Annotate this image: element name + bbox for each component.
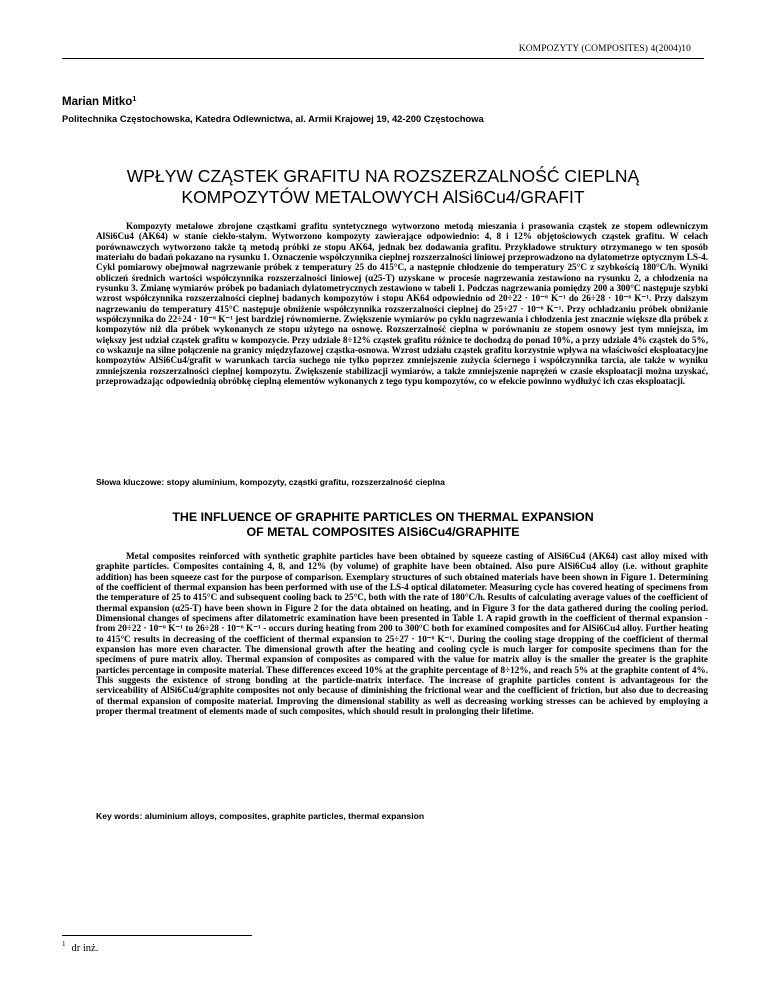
title-english-line-1: THE INFLUENCE OF GRAPHITE PARTICLES ON THERMAL EXPANSION	[172, 510, 594, 524]
footnote	[62, 940, 99, 954]
abstract-english: Metal composites reinforced with synthetic graphite particles have been obtained by squeeze casting of AlSi6Cu4 (AK64) cast alloy mixed with graphite particles. Composites containing 4, 8, and 12% (by volume) of graphite have been obtained. Also pure AlSi6Cu4 alloy (i.e. without graphite addition) has been squeeze cast for the purpose of comparison. Exemplary structures of such obtained materials have been shown in Figure 1. Determining of the coefficient of thermal expansion has been performed with use of the LS-4 optical dilatometer. Measuring cycle has covered heating of specimens from the temperature of 25 to 415°C and subsequent cooling back to 25°C, both with the rate of 180°C/h. Results of calculating average values of the coefficient of thermal expansion (α25-T) have been shown in Figure 2 for the data obtained on heating, and in Figure 3 for the data gathered during the cooling period. Dimensional changes of specimens after dilatometric examination have been presented in Table 1. A rapid growth in the coefficient of thermal expansion - from 20÷22 · 10⁻⁶ K⁻¹ to 26÷28 · 10⁻⁶ K⁻¹ - occurs during heating from 200 to 300°C both for examined composites and for AlSi6Cu4 alloy. Further heating to 415°C results in decreasing of the coefficient of thermal expansion to 25÷27 · 10⁻⁶ K⁻¹. During the cooling stage dropping of the coefficient of thermal expansion has more even character. The dimensional growth after the heating and cooling cycle is much larger for composite specimens than for the specimens of pure matrix alloy. Thermal expansion of composites as compared with the value for matrix alloy is the smaller the greater is the graphite particles percentage in composite material. These differences exceed 10% at the graphite percentage of 8÷12%, and reach 5% at the graphite content of 4%. This suggests the existence of strong bonding at the particle-matrix interface. The increase of graphite particles content is advantageous for the serviceability of AlSi6Cu4/graphite composites not only because of diminishing the frictional wear and the coefficient of friction, but also due to decreasing of thermal expansion of composite material. Improving the dimensional stability as well as decreasing working stresses can be achieved by employing a proper thermal treatment of elements made of such composites, which should result in prolonging their lifetime.	[96, 551, 708, 717]
journal-running-head: KOMPOZYTY (COMPOSITES) 4(2004)10	[518, 44, 691, 54]
keywords-english: Key words: aluminium alloys, composites, graphite particles, thermal expansion	[96, 811, 425, 821]
author-footnote-mark: 1	[132, 94, 137, 103]
title-polish-line-2: KOMPOZYTÓW METALOWYCH AlSi6Cu4/GRAFIT	[181, 187, 585, 207]
header-rule	[62, 58, 704, 59]
keywords-polish: Słowa kluczowe: stopy aluminium, kompozyty, cząstki grafitu, rozszerzalność cieplna	[96, 477, 445, 487]
author-affiliation: Politechnika Częstochowska, Katedra Odlewnictwa, al. Armii Krajowej 19, 42-200 Częstochowa	[62, 113, 484, 124]
title-polish-line-1: WPŁYW CZĄSTEK GRAFITU NA ROZSZERZALNOŚĆ CIEPLNĄ	[126, 166, 640, 186]
footnote-text: dr inż.	[71, 943, 99, 954]
footnote-mark: 1	[62, 940, 66, 948]
author-name	[62, 96, 136, 108]
title-english-line-2: OF METAL COMPOSITES AlSi6Cu4/GRAPHITE	[246, 525, 520, 539]
title-english	[62, 510, 704, 540]
title-polish	[62, 166, 704, 208]
footnote-rule	[62, 935, 252, 936]
abstract-polish: Kompozyty metalowe zbrojone cząstkami grafitu syntetycznego wytworzono metodą mieszania i prasowania cząstek ze stopem odlewniczym AlSi6Cu4 (AK64) w stanie ciekło-stałym. Wytworzono kompozyty zawierające odpowiednio: 4, 8 i 12% objętościowych cząstek grafitu. W celach porównawczych wytworzono także tą metodą próbki ze stopu AK64, jednak bez dodawania grafitu. Przykładowe struktury otrzymanego w ten sposób materiału do badań pokazano na rysunku 1. Oznaczenie współczynnika cieplnej rozszerzalności liniowej przeprowadzono na dylatometrze optycznym LS-4. Cykl pomiarowy obejmował nagrzewanie próbek z temperatury 25 do 415°C, a następnie chłodzenie do temperatury 25°C z szybkością 180°C/h. Wyniki obliczeń średnich wartości współczynnika rozszerzalności liniowej (α25-T) uzyskane w procesie nagrzewania zestawiono na rysunku 2, a chłodzenia na rysunku 3. Zmianę wymiarów próbek po badaniach dylatometrycznych zestawiono w tabeli 1. Podczas nagrzewania pomiędzy 200 a 300°C następuje szybki wzrost współczynnika rozszerzalności cieplnej badanych kompozytów i stopu AK64 odpowiednio od 20÷22 · 10⁻⁶ K⁻¹ do 26÷28 · 10⁻⁶ K⁻¹. Przy dalszym nagrzewaniu do temperatury 415°C następuje obniżenie współczynnika rozszerzalności cieplnej do 25÷27 · 10⁻⁶ K⁻¹. Przy ochładzaniu próbek obniżanie współczynnika do 22÷24 · 10⁻⁶ K⁻¹ jest bardziej równomierne. Zwiększenie wymiarów po cyklu nagrzewania i chłodzenia jest znacznie większe dla próbek z kompozytów niż dla próbek wykonanych ze stopu użytego na osnowę. Rozszerzalność cieplna w porównaniu ze stopem osnowy jest tym mniejsza, im większy jest udział cząstek grafitu w kompozycie. Przy udziale 8÷12% cząstek grafitu różnice te dochodzą do ponad 10%, a przy udziale 4% cząstek do 5%, co wskazuje na silne połączenie na granicy międzyfazowej cząstka-osnowa. Wzrost udziału cząstek grafitu korzystnie wpływa na właściwości eksploatacyjne kompozytów AlSi6Cu4/grafit w warunkach tarcia suchego nie tylko poprzez zmniejszenie zużycia ściernego i współczynnika tarcia, ale także w wyniku zmniejszenia rozszerzalności cieplnej kompozytu. Zwiększenie stabilizacji wymiarów, a także zmniejszenie naprężeń w czasie eksploatacji można uzyskać, przeprowadzając odpowiednią obróbkę cieplną elementów wykonanych z tego typu kompozytów, co w efekcie powinno wydłużyć ich czas eksploatacji.	[96, 221, 708, 387]
author-name-text: Marian Mitko	[62, 96, 133, 108]
